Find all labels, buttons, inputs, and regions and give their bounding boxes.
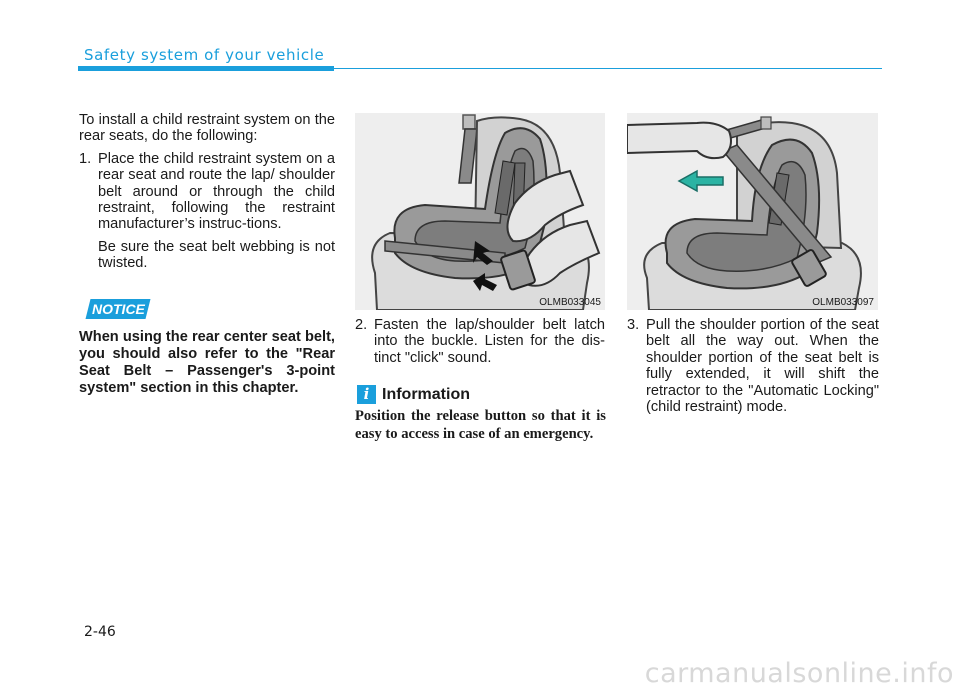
step-2-number: 2. xyxy=(355,317,368,333)
information-title: Information xyxy=(382,385,470,403)
step-1 xyxy=(79,151,335,233)
figure-retractor xyxy=(627,113,878,310)
watermark: carmanualsonline.info xyxy=(644,658,954,689)
step-3-text: Pull the shoulder portion of the seat belt all the way out. When the shoulder portion of the seat belt is fully extended, it will shift the retractor to the "Automatic Locking" (child restraint) mode. xyxy=(646,317,879,416)
header-rule xyxy=(334,68,882,69)
left-column xyxy=(79,112,335,272)
section-title: Safety system of your vehicle xyxy=(84,46,325,64)
right-column xyxy=(627,317,879,415)
notice-text: When using the rear center seat belt, you should also refer to the "Rear Seat Belt – Passenger's 3-point system" section in this chapter. xyxy=(79,329,335,396)
step-1-subtext: Be sure the seat belt webbing is not twisted. xyxy=(98,238,335,272)
step-2 xyxy=(355,317,605,366)
middle-column xyxy=(355,317,605,366)
arrow-icon xyxy=(679,171,723,191)
figure-buckle xyxy=(355,113,605,310)
information-text: Position the release button so that it is easy to access in case of an emergency. xyxy=(355,408,606,442)
page-number: 2-46 xyxy=(84,624,116,640)
step-1-text: Place the child restraint system on a rear seat and route the lap/ shoulder belt around or through the child restraint, following the restraint manufacturer’s instruc-tions. xyxy=(98,150,335,233)
step-1-number: 1. xyxy=(79,150,92,167)
figure-caption: OLMB033097 xyxy=(812,297,874,308)
header-accent-bar xyxy=(78,66,334,71)
step-2-text: Fasten the lap/shoulder belt latch into the buckle. Listen for the dis-tinct "click" sound. xyxy=(374,317,605,366)
information-header xyxy=(357,385,470,404)
figure-caption: OLMB033045 xyxy=(539,297,601,308)
step-3-number: 3. xyxy=(627,317,640,333)
info-icon: i xyxy=(357,385,376,404)
illustration-retractor xyxy=(627,113,878,310)
notice-badge: NOTICE xyxy=(86,299,151,319)
intro-text: To install a child restraint system on the rear seats, do the following: xyxy=(79,112,335,145)
step-3 xyxy=(627,317,879,415)
illustration-buckle xyxy=(355,113,605,310)
